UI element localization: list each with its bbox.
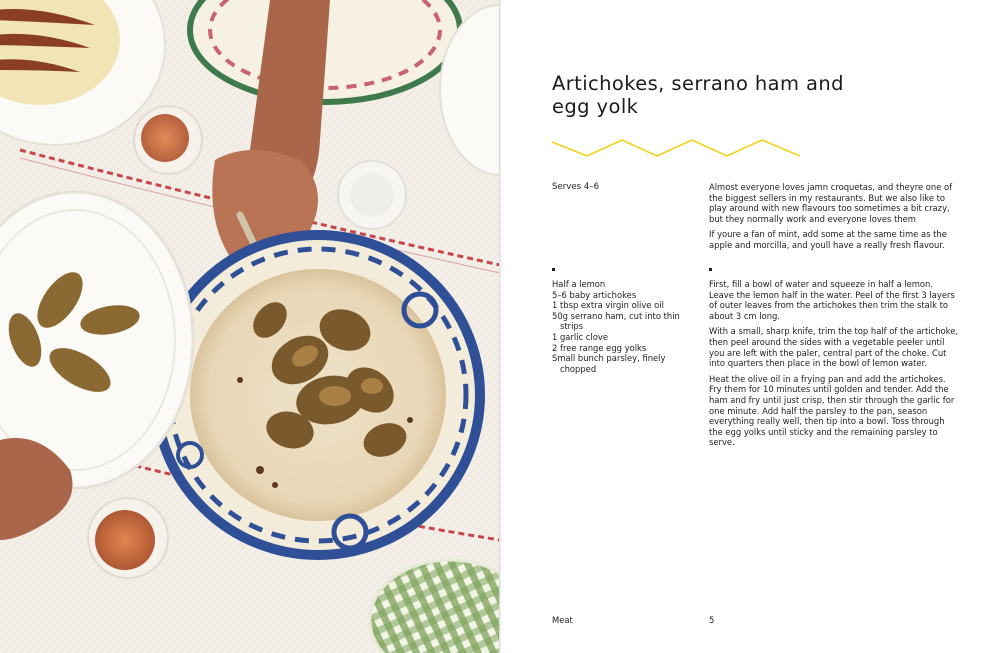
ingredient-item: Small bunch parsley, finely chopped: [552, 353, 666, 374]
ingredients-list: [538, 279, 688, 374]
method-steps: [709, 279, 959, 453]
ingredients-marker: [552, 268, 555, 271]
method-step: Heat the olive oil in a frying pan and add the artichokes. Fry them for 10 minutes until golden and tender. Add the ham and fry until just crisp, then stir through the garlic for one minute. Add half the parsley to the pan, season everything really well, then tip into a bowl. Toss through the egg yolks until sticky and the remaining parsley to serve.: [709, 373, 955, 448]
ingredient-item: 2 free range egg yolks: [552, 342, 647, 353]
ingredient-item: Half a lemon: [552, 279, 606, 289]
method-step: First, fill a bowl of water and squeeze in half a lemon. Leave the lemon half in the water. Peel of the first 3 layers of outer leaves from the artichokes then trim the stalk to about 3 cm long.: [709, 279, 955, 321]
ingredient-item: 5–6 baby artichokes: [552, 289, 637, 300]
ingredient-item: 50g serrano ham, cut into thin strips: [552, 310, 680, 332]
zigzag-divider: [552, 136, 800, 160]
recipe-title: Artichokes, serrano ham and egg yolk: [552, 72, 844, 118]
ingredient-item: 1 garlic clove: [552, 331, 608, 342]
section-footer: Meat: [552, 615, 573, 625]
serves-label: Serves 4–6: [552, 182, 600, 192]
method-marker: [709, 268, 712, 271]
method-step: With a small, sharp knife, trim the top half of the artichoke, then peel around the sides with a vegetable peeler until you are left with the paler, central part of the choke. Cut into quarters then place in the bowl of lemon water.: [709, 326, 959, 369]
recipe-intro: [709, 182, 959, 256]
intro-paragraph: If youre a fan of mint, add some at the same time as the apple and morcilla, and youll have a really fresh flavour.: [709, 229, 947, 250]
intro-paragraph: Almost everyone loves jamn croquetas, and theyre one of the biggest sellers in my restaurants. But we also like to play around with new flavours too sometimes a bit crazy, but they normally work and everyone loves them: [709, 182, 953, 224]
ingredient-item: 1 tbsp extra virgin olive oil: [552, 300, 664, 311]
page-number: 5: [709, 615, 715, 625]
recipe-page: [501, 0, 1000, 653]
